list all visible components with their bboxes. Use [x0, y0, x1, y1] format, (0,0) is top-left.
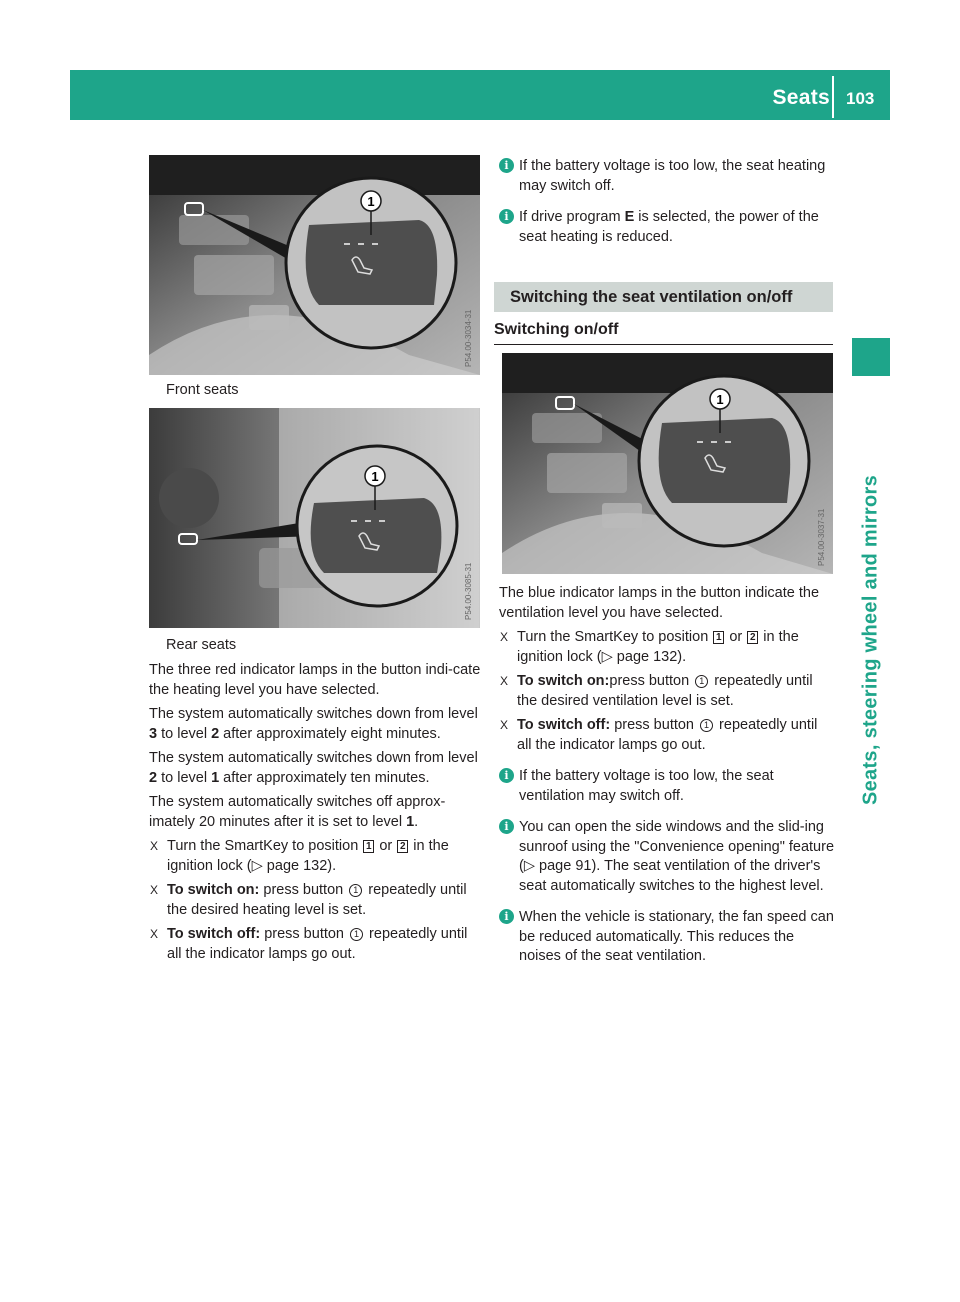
- info-note: i If drive program E is selected, the power of the seat heating is reduced.: [499, 208, 834, 247]
- step-item: X Turn the SmartKey to position 1 or 2 in the ignition lock (▷ page 132).: [150, 838, 449, 874]
- paragraph: The system automatically switches down from level 2 to level 1 after approximately ten minutes.: [149, 750, 478, 786]
- figure-rear-seats: [149, 408, 480, 628]
- left-column: [149, 661, 481, 969]
- key-position-icon: 1: [363, 840, 374, 853]
- step-arrow-icon: X: [150, 883, 159, 897]
- sub-heading: Switching on/off: [494, 321, 833, 345]
- info-note: i If the battery voltage is too low, the seat ventilation may switch off.: [499, 767, 834, 806]
- info-icon: i: [499, 158, 514, 173]
- figure-code: P54.00-3085-31: [464, 562, 473, 620]
- info-note: i If the battery voltage is too low, the seat heating may switch off.: [499, 157, 834, 196]
- figure-caption: Rear seats: [166, 637, 237, 653]
- figure-code: P54.00-3037-31: [817, 508, 826, 566]
- page-ref-icon: ▷: [251, 857, 263, 874]
- paragraph: The system automatically switches off approx-imately 20 minutes after it is set to level 1.: [149, 794, 446, 830]
- info-icon: i: [499, 909, 514, 924]
- key-position-icon: 2: [397, 840, 408, 853]
- figure-front-seats: [149, 155, 480, 375]
- step-arrow-icon: X: [150, 839, 159, 853]
- header-title: Seats: [772, 86, 830, 109]
- paragraph: The system automatically switches down from level 3 to level 2 after approximately eight minutes.: [149, 706, 478, 742]
- page-ref-icon: ▷: [523, 858, 535, 874]
- step-item: X To switch on:press button 1 repeatedly until the desired ventilation level is set.: [500, 673, 813, 709]
- side-tab-marker: [852, 338, 890, 376]
- button-callout-icon: 1: [700, 719, 713, 732]
- figure-code: P54.00-3034-31: [464, 309, 473, 367]
- button-callout-icon: 1: [350, 928, 363, 941]
- header-bar: [70, 70, 890, 120]
- key-position-icon: 2: [747, 631, 758, 644]
- info-icon: i: [499, 819, 514, 834]
- info-icon: i: [499, 209, 514, 224]
- step-arrow-icon: X: [500, 674, 509, 688]
- step-arrow-icon: X: [150, 927, 159, 941]
- step-item: X Turn the SmartKey to position 1 or 2 in the ignition lock (▷ page 132).: [500, 629, 799, 665]
- step-arrow-icon: X: [500, 718, 509, 732]
- button-callout-icon: 1: [695, 675, 708, 688]
- section-heading: Switching the seat ventilation on/off: [494, 282, 833, 312]
- step-item: X To switch on: press button 1 repeatedly until the desired heating level is set.: [150, 882, 467, 918]
- figure-callout-number: 1: [716, 392, 724, 407]
- side-chapter-title: Seats, steering wheel and mirrors: [859, 474, 882, 806]
- figure-ventilation-button: [502, 353, 833, 574]
- figure-callout-number: 1: [367, 194, 375, 209]
- step-arrow-icon: X: [500, 630, 509, 644]
- info-note: i You can open the side windows and the slid-ing sunroof using the "Convenience opening" feature (▷ page 91). The seat ventilation of the driver's seat automatically switches to the highest level.: [499, 818, 834, 896]
- step-item: X To switch off: press button 1 repeatedly until all the indicator lamps go out.: [150, 926, 468, 962]
- paragraph: The three red indicator lamps in the button indi-cate the heating level you have selected.: [149, 662, 481, 698]
- figure-callout-number: 1: [371, 469, 379, 484]
- page-ref-icon: ▷: [601, 648, 613, 665]
- key-position-icon: 1: [713, 631, 724, 644]
- step-item: X To switch off: press button 1 repeatedly until all the indicator lamps go out.: [500, 717, 818, 753]
- right-column-bottom: [499, 584, 834, 979]
- info-note: i When the vehicle is stationary, the fan speed can be reduced automatically. This reduces the noises of the seat ventilation.: [499, 908, 834, 967]
- right-column-top: [499, 157, 834, 259]
- header-divider: [832, 76, 834, 118]
- button-callout-icon: 1: [349, 884, 362, 897]
- info-icon: i: [499, 768, 514, 783]
- figure-caption: Front seats: [166, 382, 239, 398]
- page-number: 103: [846, 89, 875, 108]
- paragraph: The blue indicator lamps in the button indicate the ventilation level you have selected.: [499, 585, 820, 621]
